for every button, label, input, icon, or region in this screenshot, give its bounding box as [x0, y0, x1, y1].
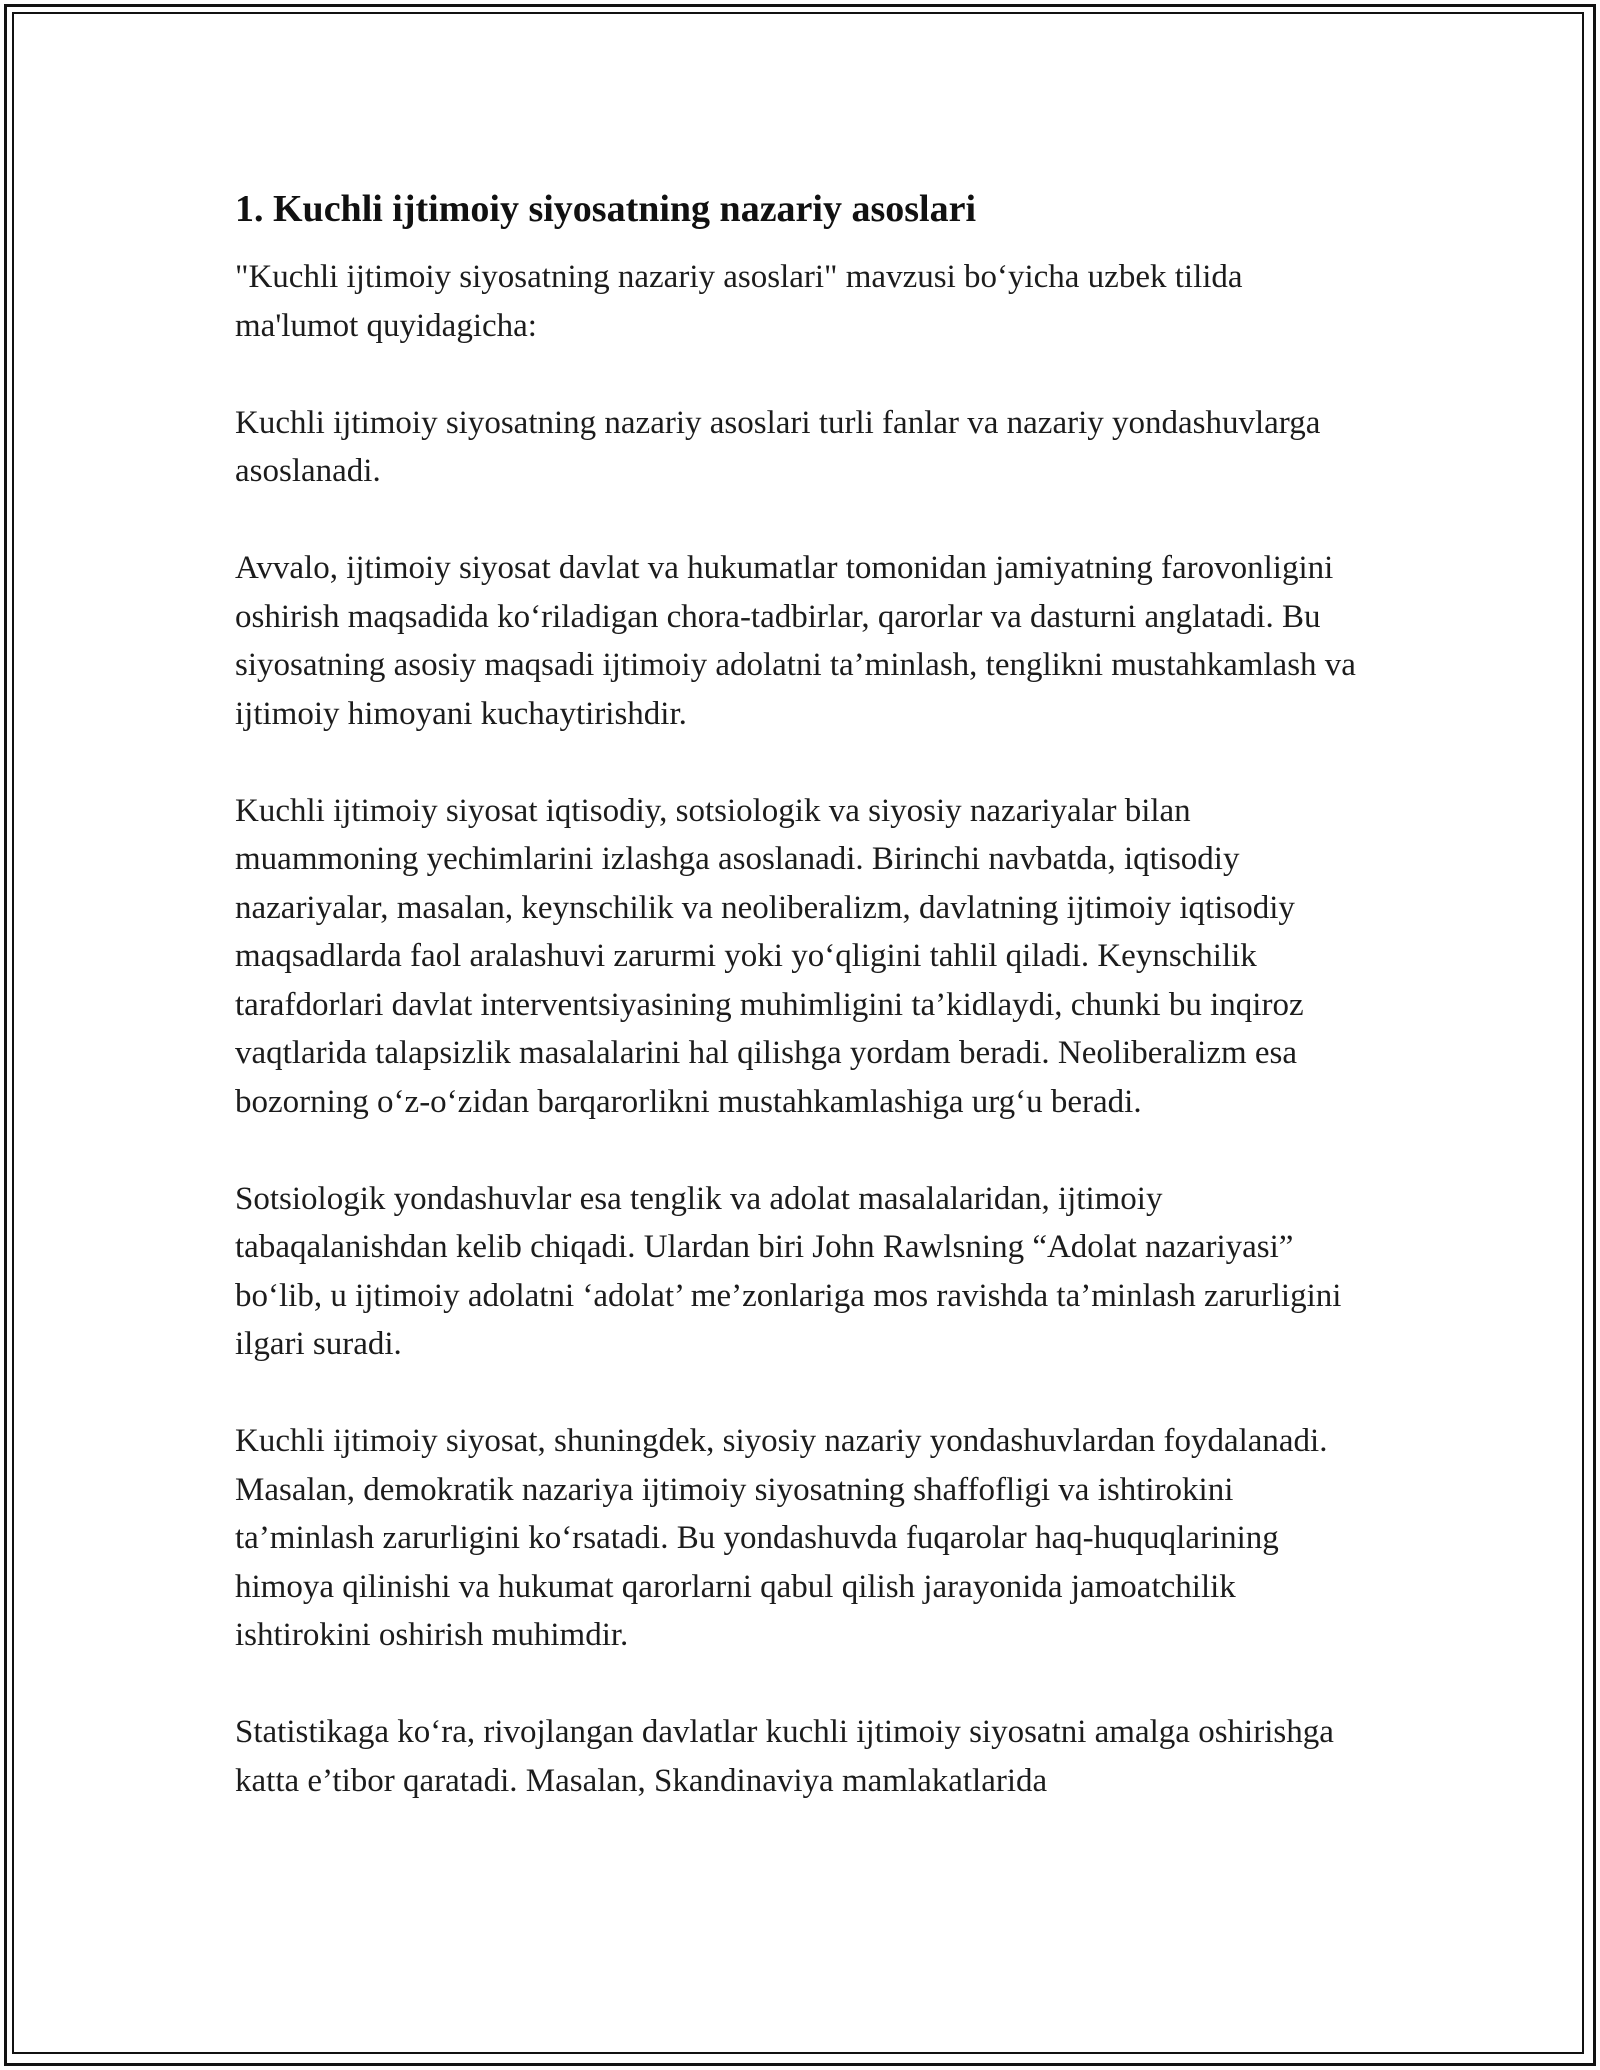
paragraph-economic-theories: Kuchli ijtimoiy siyosat iqtisodiy, sotsiologik va siyosiy nazariyalar bilan muammoning yechimlarini izlashga asoslanadi. Birinchi navbatda, iqtisodiy nazariyalar, masalan, keynschilik va neoliberalizm, davlatning ijtimoiy iqtisodiy maqsadlarda faol aralashuvi zarurmi yoki yo‘qligini tahlil qiladi. Keynschilik tarafdorlari davlat interventsiyasining muhimligini ta’kidlaydi, chunki bu inqiroz vaqtlarida talapsizlik masalalarini hal qilishga yordam beradi. Neoliberalizm esa bozorning o‘z-o‘zidan barqarorlikni mustahkamlashiga urg‘u beradi.	[235, 792, 1304, 1120]
paragraph-sociological-approaches: Sotsiologik yondashuvlar esa tenglik va adolat masalalaridan, ijtimoiy tabaqalanishdan kelib chiqadi. Ulardan biri John Rawlsning “Adolat nazariyasi” bo‘lib, u ijtimoiy adolatni ‘adolat’ me’zonlariga mos ravishda ta’minlash zarurligini ilgari suradi.	[235, 1180, 1342, 1362]
paragraph-political-approaches: Kuchli ijtimoiy siyosat, shuningdek, siyosiy nazariy yondashuvlardan foydalanadi. Masalan, demokratik nazariya ijtimoiy siyosatning shaffofligi va ishtirokini ta’minlash zarurligini ko‘rsatadi. Bu yondashuvda fuqarolar haq-huquqlarining himoya qilinishi va hukumat qarorlarni qabul qilish jarayonida jamoatchilik ishtirokini oshirish muhimdir.	[235, 1423, 1328, 1653]
paragraph-overview: Kuchli ijtimoiy siyosatning nazariy asoslari turli fanlar va nazariy yondashuvlarga asoslanadi.	[235, 404, 1321, 489]
document-body	[235, 185, 1365, 1854]
paragraph-intro: "Kuchli ijtimoiy siyosatning nazariy asoslari" mavzusi bo‘yicha uzbek tilida ma'lumot quyidagicha:	[235, 259, 1243, 344]
paragraph-statistics: Statistikaga ko‘ra, rivojlangan davlatlar kuchli ijtimoiy siyosatni amalga oshirishga katta e’tibor qaratadi. Masalan, Skandinaviya mamlakatlarida	[235, 1714, 1334, 1799]
section-heading: 1. Kuchli ijtimoiy siyosatning nazariy asoslari	[235, 188, 977, 230]
paragraph-definition: Avvalo, ijtimoiy siyosat davlat va hukumatlar tomonidan jamiyatning farovonligini oshirish maqsadida ko‘riladigan chora-tadbirlar, qarorlar va dasturni anglatadi. Bu siyosatning asosiy maqsadi ijtimoiy adolatni ta’minlash, tenglikni mustahkamlash va ijtimoiy himoyani kuchaytirishdir.	[235, 550, 1356, 732]
